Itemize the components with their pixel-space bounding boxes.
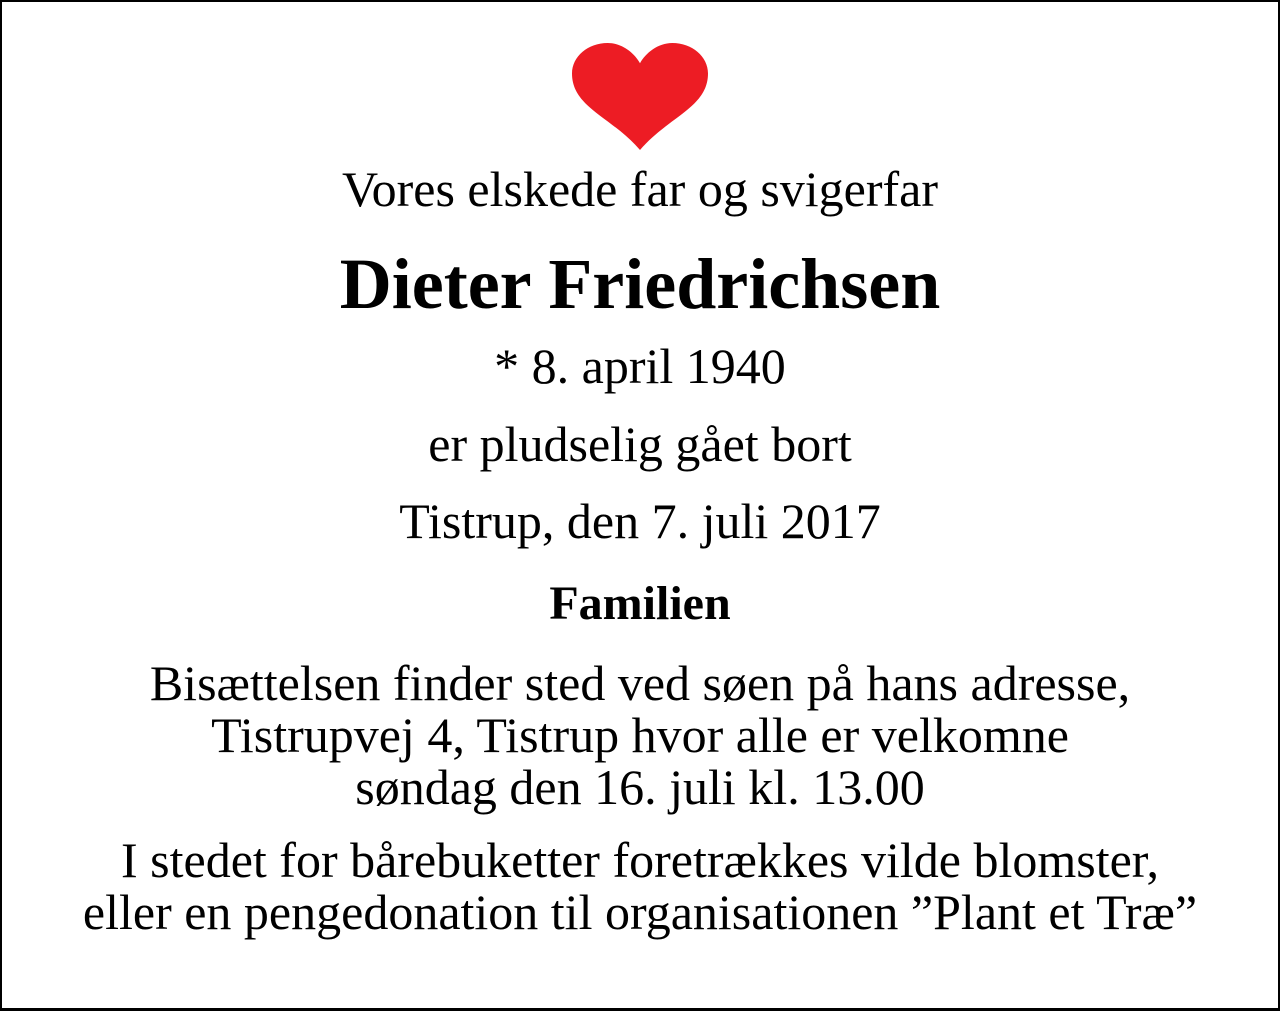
intro-line: Vores elskede far og svigerfar	[341, 161, 939, 217]
heart-icon	[2, 43, 1278, 150]
ceremony-line-2: Tistrupvej 4, Tistrup hvor alle er velkomne	[211, 707, 1069, 763]
donation-paragraph	[2, 834, 1278, 938]
donation-line-2: eller en pengedonation til organisationen ”Plant et Træ”	[82, 884, 1198, 940]
donation-line-1: I stedet for bårebuketter foretrækkes vilde blomster,	[121, 832, 1159, 888]
ceremony-paragraph	[2, 657, 1278, 813]
place-date-line: Tistrup, den 7. juli 2017	[399, 493, 881, 549]
ceremony-line-1: Bisættelsen finder sted ved søen på hans adresse,	[149, 655, 1131, 711]
family-signature: Familien	[549, 577, 731, 630]
birth-date-line: * 8. april 1940	[494, 338, 786, 394]
deceased-name: Dieter Friedrichsen	[339, 244, 941, 324]
ceremony-line-3: søndag den 16. juli kl. 13.00	[355, 759, 925, 815]
passing-line: er pludselig gået bort	[428, 416, 852, 472]
